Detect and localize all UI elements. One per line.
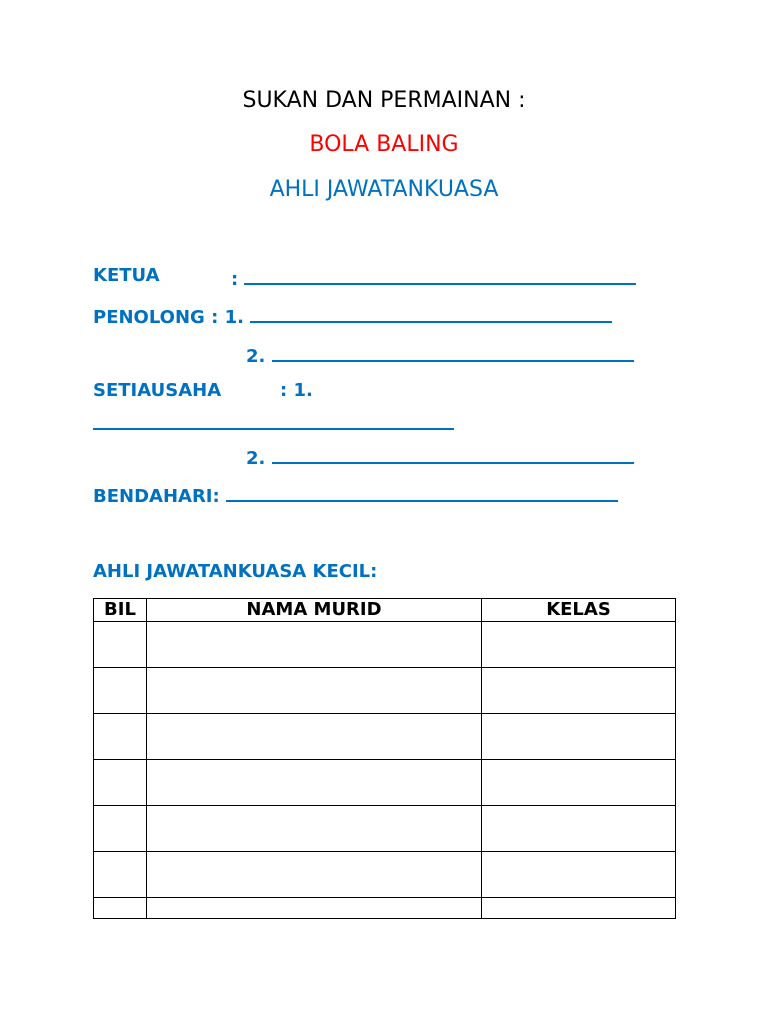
ketua-blank-line[interactable] [244,265,636,285]
nama-murid-cell[interactable] [147,852,482,898]
table-row [94,668,676,714]
kelas-cell[interactable] [482,622,676,668]
table-header-row [94,599,676,622]
penolong-item-1-number: 1. [224,307,244,328]
table-row [94,622,676,668]
penolong-row-2 [246,342,634,367]
table-row [94,714,676,760]
nama-murid-cell[interactable] [147,622,482,668]
penolong-1-blank-line[interactable] [250,303,612,323]
ketua-entry [231,265,636,290]
setiausaha-1-blank-line[interactable] [93,410,454,430]
bil-cell[interactable] [94,714,147,760]
column-header-nama-murid: NAMA MURID [147,599,482,622]
nama-murid-cell[interactable] [147,898,482,919]
table-body [94,622,676,919]
setiausaha-label: SETIAUSAHA [93,380,222,401]
table-row [94,760,676,806]
setiausaha-entry [280,380,313,401]
bendahari-blank-line[interactable] [226,482,618,502]
subcommittee-heading: AHLI JAWATANKUASA KECIL: [93,561,378,582]
table-row [94,852,676,898]
kelas-cell[interactable] [482,898,676,919]
setiausaha-row-1-continued [93,410,454,435]
column-header-bil: BIL [94,599,147,622]
bil-cell[interactable] [94,898,147,919]
bendahari-row [93,482,618,507]
nama-murid-cell[interactable] [147,668,482,714]
subcommittee-table [93,598,676,919]
kelas-cell[interactable] [482,668,676,714]
kelas-cell[interactable] [482,714,676,760]
kelas-cell[interactable] [482,806,676,852]
column-header-kelas: KELAS [482,599,676,622]
setiausaha-item-2-number: 2. [246,448,266,469]
nama-murid-cell[interactable] [147,714,482,760]
document-title: SUKAN DAN PERMAINAN : [242,88,526,113]
penolong-label: PENOLONG : [93,307,219,328]
bil-cell[interactable] [94,760,147,806]
kelas-cell[interactable] [482,852,676,898]
setiausaha-item-1: : 1. [280,380,313,401]
ketua-label: KETUA [93,265,160,286]
ketua-colon: : [231,269,239,290]
section-title: AHLI JAWATANKUASA [269,177,499,202]
bil-cell[interactable] [94,806,147,852]
sport-name: BOLA BALING [309,132,459,157]
table-row [94,806,676,852]
table-row [94,898,676,919]
ketua-row [93,265,160,286]
nama-murid-cell[interactable] [147,760,482,806]
bendahari-label: BENDAHARI: [93,486,220,507]
penolong-item-2-number: 2. [246,346,266,367]
setiausaha-row [93,380,221,401]
kelas-cell[interactable] [482,760,676,806]
setiausaha-2-blank-line[interactable] [272,444,634,464]
bil-cell[interactable] [94,668,147,714]
penolong-2-blank-line[interactable] [272,342,634,362]
bil-cell[interactable] [94,622,147,668]
penolong-row [93,303,612,328]
nama-murid-cell[interactable] [147,806,482,852]
bil-cell[interactable] [94,852,147,898]
setiausaha-row-2 [246,444,634,469]
